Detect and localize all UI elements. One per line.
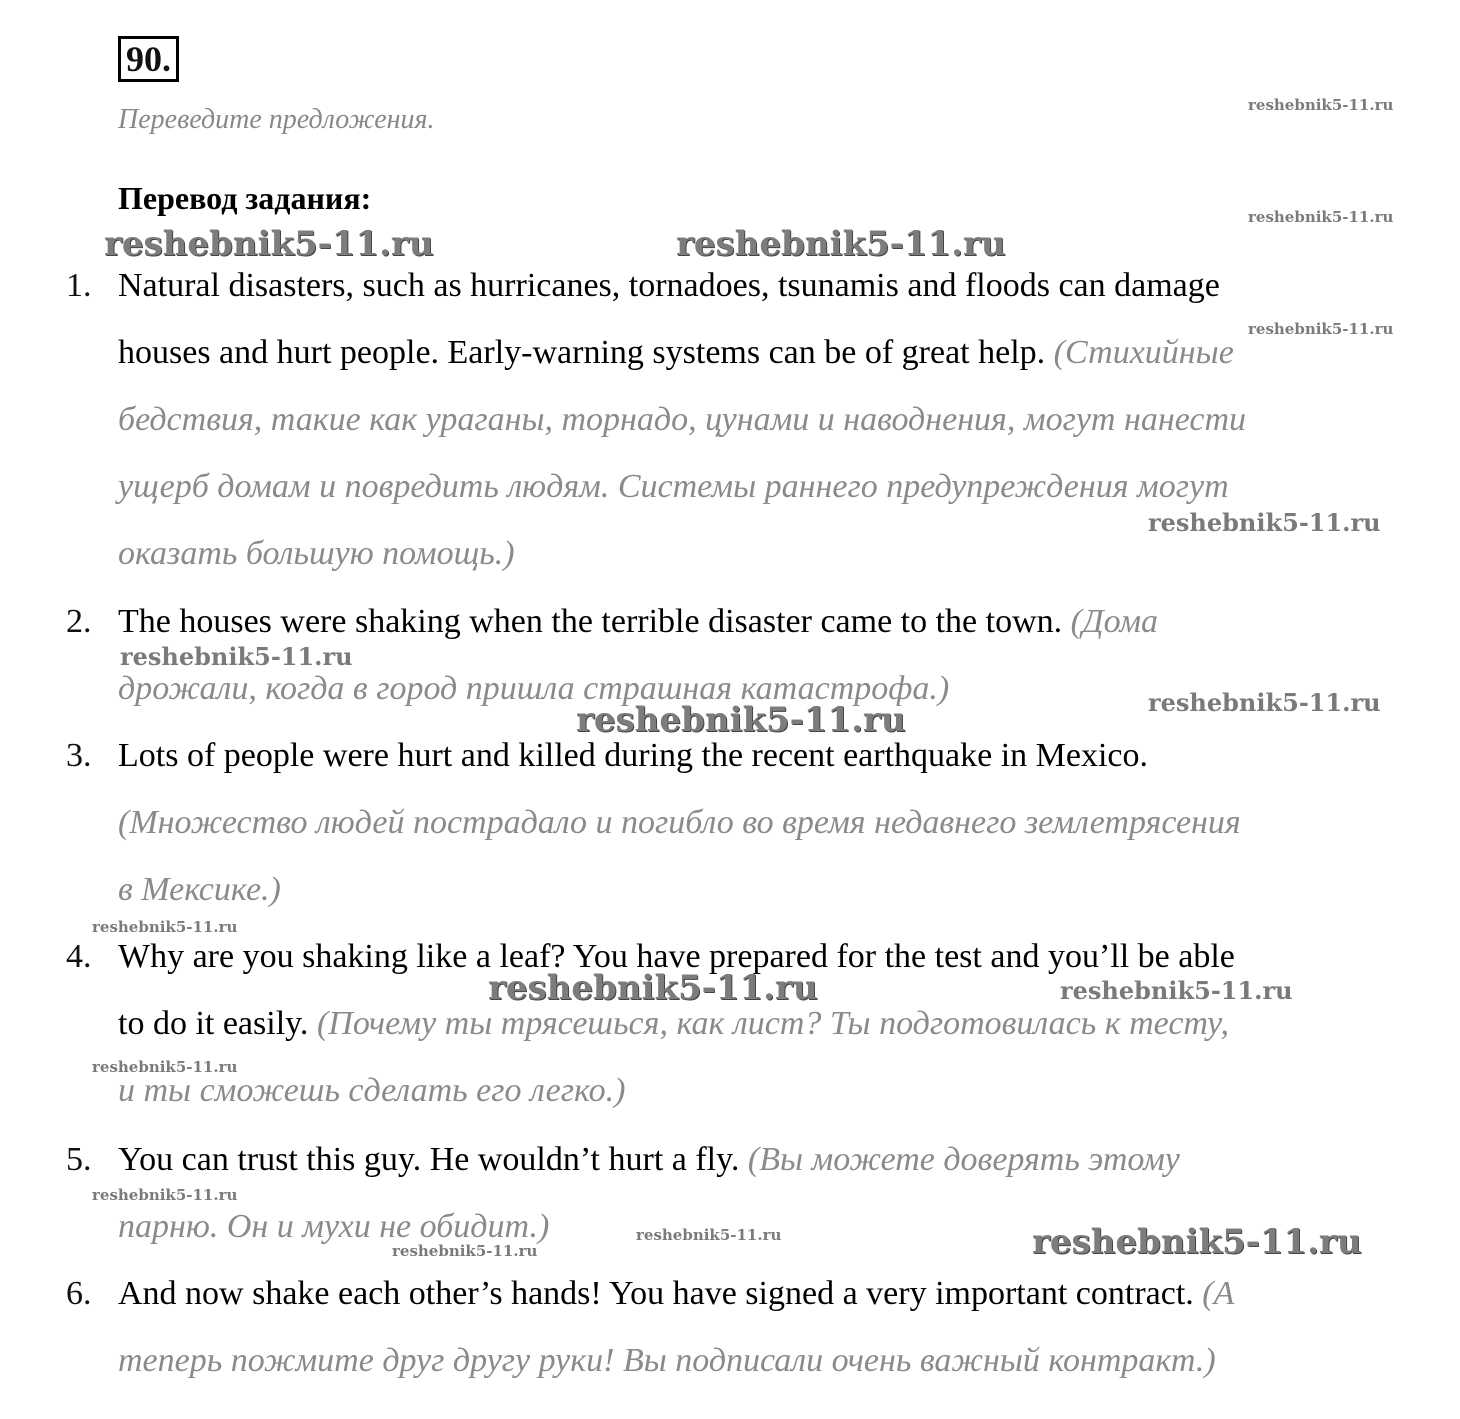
watermark: reshebnik5-11.ru (1032, 1222, 1362, 1262)
item-number: 5. (66, 1141, 92, 1178)
watermark: reshebnik5-11.ru (92, 918, 238, 936)
item-text-ru: парню. Он и мухи не обидит.) (118, 1208, 550, 1245)
item-text-en: You can trust this guy. He wouldn’t hurt a fly. (118, 1141, 740, 1178)
watermark: reshebnik5-11.ru (1248, 320, 1394, 338)
item-number: 3. (66, 737, 92, 774)
item-text-en: The houses were shaking when the terrible disaster came to the town. (118, 603, 1063, 640)
exercise-number: 90. (118, 36, 179, 82)
watermark: reshebnik5-11.ru (488, 968, 818, 1008)
item-text-en: Why are you shaking like a leaf? You have prepared for the test and you’ll be able (118, 938, 1235, 975)
item-text-ru: (Дома (1070, 603, 1159, 640)
watermark: reshebnik5-11.ru (1248, 208, 1394, 226)
item-text-ru: бедствия, такие как ураганы, торнадо, цунами и наводнения, могут нанести (118, 401, 1246, 438)
item-text-ru: ущерб домам и повредить людям. Системы раннего предупреждения могут (118, 468, 1229, 505)
watermark: reshebnik5-11.ru (92, 1058, 238, 1076)
item-text-ru: и ты сможешь сделать его легко.) (118, 1072, 626, 1109)
item-text-ru: (Стихийные (1053, 334, 1234, 371)
item-text-ru: (Почему ты трясешься, как лист? Ты подготовилась к тесту, (316, 1005, 1230, 1042)
watermark: reshebnik5-11.ru (92, 1186, 238, 1204)
item-text-en: to do it easily. (118, 1005, 309, 1042)
item-text-ru: (Множество людей пострадало и погибло во время недавнего землетрясения (118, 804, 1241, 841)
item-number: 4. (66, 938, 92, 975)
item-text-en: Natural disasters, such as hurricanes, tornadoes, tsunamis and floods can damage (118, 267, 1220, 304)
item-number: 2. (66, 603, 92, 640)
item-text-ru: оказать большую помощь.) (118, 535, 515, 572)
watermark: reshebnik5-11.ru (392, 1242, 538, 1260)
item-text-ru: (Вы можете доверять этому (747, 1141, 1180, 1178)
item-text-en: houses and hurt people. Early-warning systems can be of great help. (118, 334, 1046, 371)
watermark: reshebnik5-11.ru (1060, 976, 1293, 1005)
item-text-en: And now shake each other’s hands! You have signed a very important contract. (118, 1275, 1194, 1312)
watermark: reshebnik5-11.ru (104, 224, 434, 264)
watermark: reshebnik5-11.ru (636, 1226, 782, 1244)
item-text-ru: дрожали, когда в город пришла страшная катастрофа.) (118, 670, 950, 707)
item-number: 1. (66, 267, 92, 304)
item-number: 6. (66, 1275, 92, 1312)
item-text-en: Lots of people were hurt and killed during the recent earthquake in Mexico. (118, 737, 1149, 774)
item-text-ru: в Мексике.) (118, 871, 281, 908)
watermark: reshebnik5-11.ru (1248, 96, 1394, 114)
watermark: reshebnik5-11.ru (576, 700, 906, 740)
item-text-ru: (А (1202, 1275, 1235, 1312)
instruction: Переведите предложения. (118, 104, 435, 135)
watermark: reshebnik5-11.ru (676, 224, 1006, 264)
watermark: reshebnik5-11.ru (120, 642, 353, 671)
watermark: reshebnik5-11.ru (1148, 688, 1381, 717)
watermark: reshebnik5-11.ru (1148, 508, 1381, 537)
heading: Перевод задания: (118, 180, 372, 216)
item-text-ru: теперь пожмите друг другу руки! Вы подписали очень важный контракт.) (118, 1342, 1216, 1379)
